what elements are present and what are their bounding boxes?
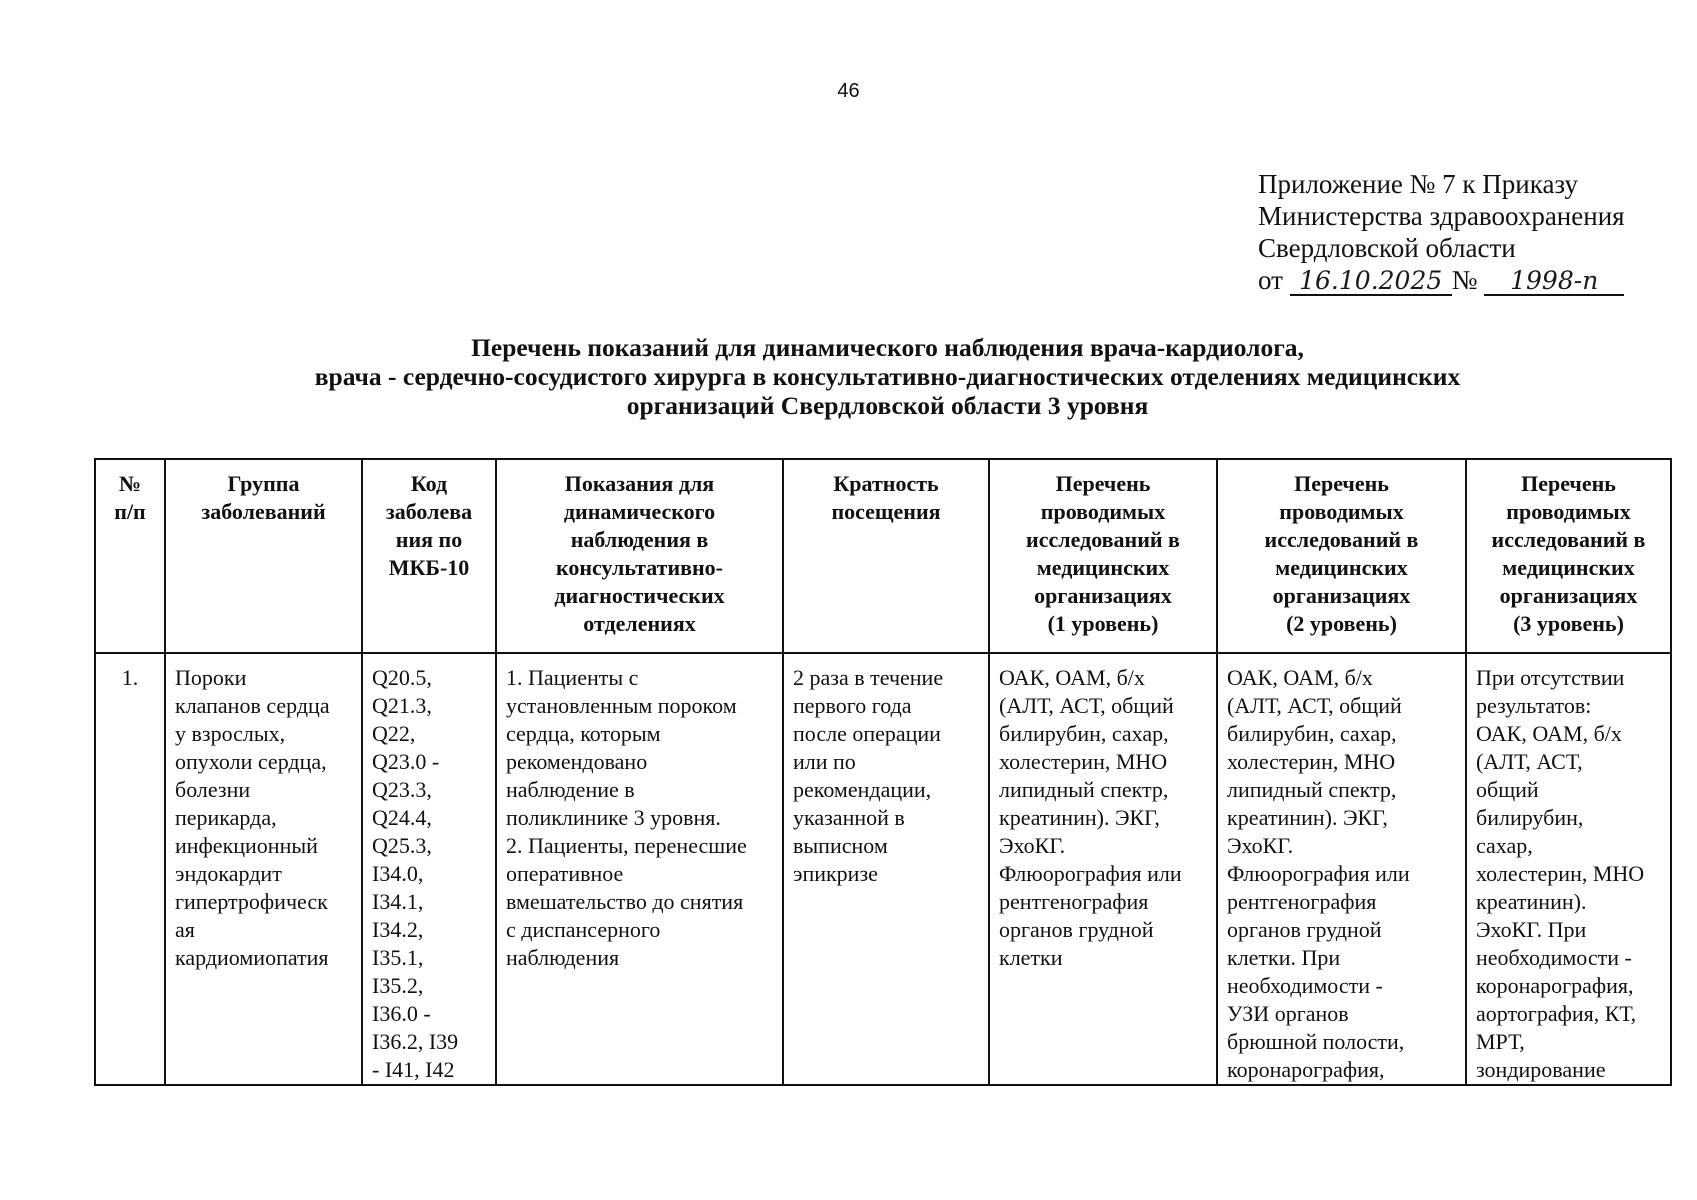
cell-text-line: клапанов сердца (175, 693, 330, 718)
cell-text-line: инфекционный (175, 833, 318, 858)
cell-text-line: МРТ, (1476, 1029, 1525, 1054)
cell-text-line: гипертрофическ (175, 889, 328, 914)
header-level-1-tests (989, 459, 1217, 653)
header-text-line: ния по (395, 527, 463, 552)
cell-text-line: ОАК, ОАМ, б/х (999, 665, 1145, 690)
cell-text-line: рентгенография (1227, 889, 1377, 914)
handwritten-date: 16.10.2025 (1290, 268, 1452, 296)
cell-text-line: 2 раза в течение (793, 665, 944, 690)
cell-text-line: рекомендовано (506, 749, 648, 774)
cell-text-line: поликлинике 3 уровня. (506, 805, 721, 830)
header-text-line: медицинских (1275, 555, 1408, 580)
header-text-line: п/п (114, 499, 146, 524)
header-text-line: динамического (563, 499, 716, 524)
cell-text-line: Q24.4, (372, 805, 432, 830)
cell-disease-group (165, 653, 362, 1085)
header-text-line: медицинских (1502, 555, 1635, 580)
header-text-line: Перечень (1294, 471, 1389, 496)
cell-text-line: билирубин, (1476, 805, 1584, 830)
cell-text-line: ЭхоКГ. (999, 833, 1066, 858)
cell-text-line: 1. Пациенты с (506, 665, 639, 690)
cell-text-line: результатов: (1476, 693, 1592, 718)
cell-text-line: (АЛТ, АСТ, общий (1227, 693, 1402, 718)
header-text-line: (1 уровень) (1047, 611, 1159, 636)
header-text-line: исследований в (1491, 527, 1646, 552)
cell-text-line: рентгенография (999, 889, 1149, 914)
header-text-line: организациях (1272, 583, 1411, 608)
cell-visit-frequency (783, 653, 989, 1085)
header-text-line: организациях (1499, 583, 1638, 608)
document-title (0, 333, 1697, 420)
cell-text-line: или по (793, 749, 856, 774)
header-text-line: (2 уровень) (1286, 611, 1397, 636)
header-text-line: № (118, 471, 142, 496)
cell-text-line: клетки. При (1227, 945, 1341, 970)
cell-text-line: Q20.5, (372, 665, 432, 690)
header-text-line: наблюдения в (570, 527, 709, 552)
title-line-2: врача - сердечно-сосудистого хирурга в консультативно-диагностических отделениях медицинских (314, 362, 1461, 391)
cell-text-line: I34.0, (372, 861, 424, 886)
cell-indications (496, 653, 783, 1085)
cell-text-line: липидный спектр, (999, 777, 1169, 802)
cell-text-line: холестерин, МНО (999, 749, 1168, 774)
header-visit-frequency (783, 459, 989, 653)
page-number: 46 (837, 80, 860, 102)
cell-text-line: кардиомиопатия (175, 945, 329, 970)
cell-text-line: I36.2, I39 (372, 1029, 459, 1054)
cell-text-line: 1. (121, 665, 139, 690)
header-level-3-tests (1466, 459, 1671, 653)
header-text-line: МКБ-10 (388, 555, 470, 580)
cell-text-line: у взрослых, (175, 721, 286, 746)
cell-text-line: I34.2, (372, 917, 424, 942)
cell-text-line: ая (175, 917, 195, 942)
cell-number (95, 653, 165, 1085)
annex-line-1: Приложение № 7 к Приказу (1258, 169, 1579, 199)
cell-text-line: клетки (999, 945, 1063, 970)
cell-text-line: установленным пороком (506, 693, 737, 718)
table-header-row (95, 459, 1671, 653)
header-text-line: организациях (1034, 583, 1172, 608)
cell-text-line: Q21.3, (372, 693, 432, 718)
date-prefix: от (1258, 265, 1283, 295)
header-text-line: Кратность (833, 471, 939, 496)
cell-text-line: Пороки (175, 665, 247, 690)
header-text-line: заболева (385, 499, 473, 524)
cell-text-line: холестерин, МНО (1227, 749, 1396, 774)
cell-text-line: ОАК, ОАМ, б/х (1476, 721, 1622, 746)
cell-level-2-tests (1217, 653, 1466, 1085)
header-text-line: Показания для (564, 471, 715, 496)
cell-text-line: I35.2, (372, 973, 424, 998)
cell-text-line: I36.0 - (372, 1001, 431, 1026)
cell-text-line: аортография, КТ, (1476, 1001, 1637, 1026)
cell-text-line: эпикризе (793, 861, 878, 886)
cell-text-line: Q25.3, (372, 833, 432, 858)
cell-text-line: коронарография, (1476, 973, 1634, 998)
cell-text-line: необходимости - (1476, 945, 1632, 970)
cell-text-line: опухоли сердца, (175, 749, 327, 774)
cell-text-line: креатинин). ЭКГ, (999, 805, 1160, 830)
header-text-line: Перечень (1055, 471, 1151, 496)
cell-text-line: с диспансерного (506, 917, 661, 942)
header-text-line: исследований в (1264, 527, 1419, 552)
cell-icd-code (362, 653, 496, 1085)
cell-text-line: ЭхоКГ. При (1476, 917, 1587, 942)
header-text-line: Код (410, 471, 448, 496)
cell-text-line: (АЛТ, АСТ, общий (999, 693, 1174, 718)
cell-text-line: оперативное (506, 861, 624, 886)
cell-text-line: брюшной полости, (1227, 1029, 1405, 1054)
cell-text-line: I34.1, (372, 889, 424, 914)
cell-text-line: Флюорография или (999, 861, 1182, 886)
header-text-line: посещения (831, 499, 941, 524)
annex-block (1258, 168, 1625, 296)
cell-text-line: указанной в (793, 805, 905, 830)
header-text-line: заболеваний (201, 499, 326, 524)
cell-text-line: ЭхоКГ. (1227, 833, 1294, 858)
header-text-line: диагностических (554, 583, 725, 608)
cell-level-1-tests (989, 653, 1217, 1085)
header-text-line: проводимых (1506, 499, 1631, 524)
cell-text-line: билирубин, сахар, (999, 721, 1169, 746)
cell-text-line: вмешательство до снятия (506, 889, 744, 914)
cell-text-line: первого года (793, 693, 912, 718)
cell-text-line: креатинин). ЭКГ, (1227, 805, 1388, 830)
cell-text-line: Флюорография или (1227, 861, 1410, 886)
cell-text-line: 2. Пациенты, перенесшие (506, 833, 747, 858)
cell-text-line: наблюдения (506, 945, 620, 970)
cell-text-line: Q22, (372, 721, 416, 746)
cell-text-line: органов грудной (1227, 917, 1382, 942)
header-text-line: Группа (227, 471, 300, 496)
header-text-line: (3 уровень) (1513, 611, 1624, 636)
cell-text-line: билирубин, сахар, (1227, 721, 1397, 746)
cell-text-line: креатинин). (1476, 889, 1587, 914)
number-label: № (1451, 265, 1478, 295)
header-text-line: медицинских (1036, 555, 1170, 580)
cell-text-line: УЗИ органов (1227, 1001, 1349, 1026)
table-body (95, 653, 1671, 1085)
header-text-line: консультативно- (556, 555, 723, 580)
table-row (95, 653, 1671, 1085)
header-indications (496, 459, 783, 653)
header-text-line: исследований в (1026, 527, 1180, 552)
title-line-3: организаций Свердловской области 3 уровня (626, 391, 1149, 420)
cell-text-line: зондирование (1476, 1057, 1606, 1082)
header-text-line: Перечень (1521, 471, 1616, 496)
cell-text-line: сердца, которым (506, 721, 661, 746)
cell-text-line: выписном (793, 833, 888, 858)
cell-level-3-tests (1466, 653, 1671, 1085)
cell-text-line: коронарография, (1227, 1057, 1385, 1082)
cell-text-line: перикарда, (175, 805, 277, 830)
header-level-2-tests (1217, 459, 1466, 653)
annex-line-3: Свердловской области (1258, 233, 1516, 263)
annex-date-line (1258, 264, 1625, 296)
cell-text-line: рекомендации, (793, 777, 932, 802)
cell-text-line: ОАК, ОАМ, б/х (1227, 665, 1373, 690)
header-disease-group (165, 459, 362, 653)
cell-text-line: органов грудной (999, 917, 1154, 942)
cell-text-line: При отсутствии (1476, 665, 1625, 690)
cell-text-line: Q23.3, (372, 777, 432, 802)
cell-text-line: наблюдение в (506, 777, 635, 802)
cell-text-line: болезни (175, 777, 251, 802)
header-icd-code (362, 459, 496, 653)
handwritten-number: 1998-п (1484, 268, 1624, 296)
cell-text-line: Q23.0 - (372, 749, 440, 774)
cell-text-line: - I41, I42 (372, 1057, 455, 1082)
cell-text-line: после операции (793, 721, 941, 746)
cell-text-line: (АЛТ, АСТ, (1476, 749, 1583, 774)
header-text-line: проводимых (1279, 499, 1404, 524)
cell-text-line: сахар, (1476, 833, 1533, 858)
indications-table (94, 458, 1672, 1086)
header-number (95, 459, 165, 653)
header-text-line: проводимых (1040, 499, 1166, 524)
cell-text-line: общий (1476, 777, 1539, 802)
title-line-1: Перечень показаний для динамического наблюдения врача-кардиолога, (471, 333, 1304, 362)
cell-text-line: липидный спектр, (1227, 777, 1397, 802)
header-text-line: отделениях (583, 611, 696, 636)
cell-text-line: необходимости - (1227, 973, 1383, 998)
cell-text-line: эндокардит (175, 861, 282, 886)
annex-line-2: Министерства здравоохранения (1258, 201, 1625, 231)
cell-text-line: холестерин, МНО (1476, 861, 1645, 886)
cell-text-line: I35.1, (372, 945, 424, 970)
